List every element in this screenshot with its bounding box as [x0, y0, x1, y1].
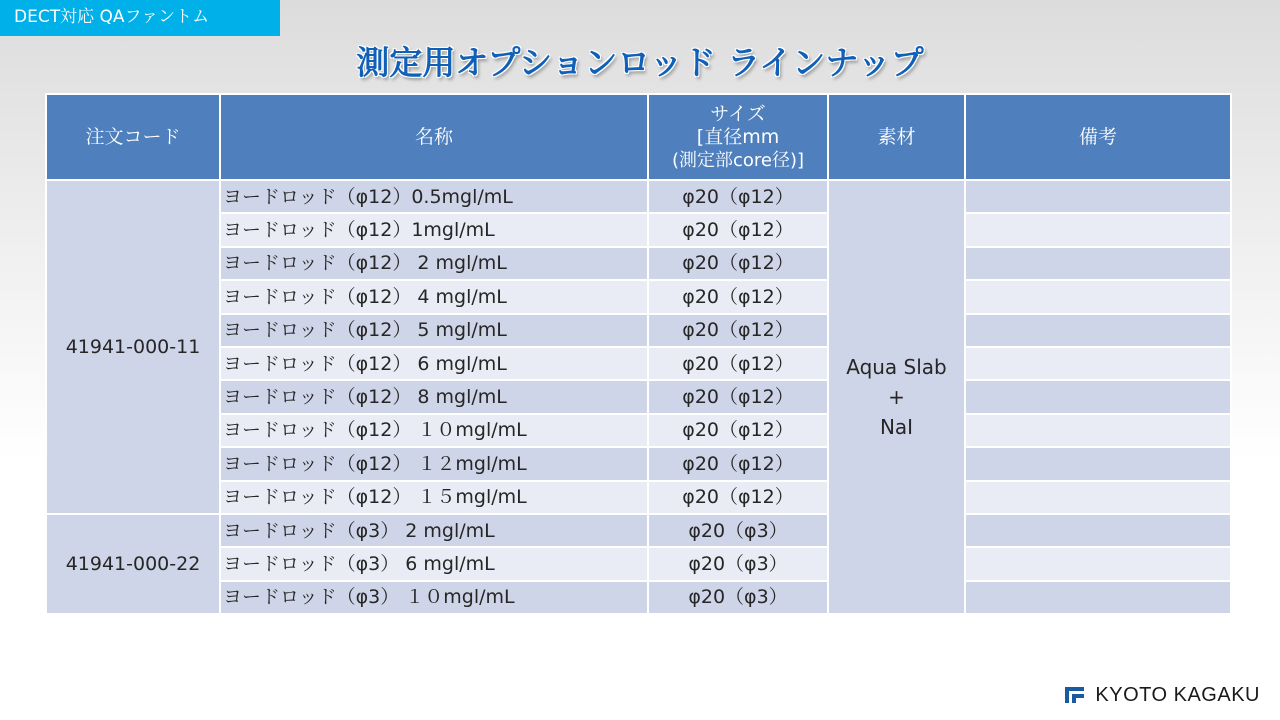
remarks-cell: [965, 280, 1231, 313]
header-size-line1: サイズ: [710, 102, 766, 125]
table-row: [46, 180, 1231, 213]
remarks-cell: [965, 180, 1231, 213]
header-material: 素材: [828, 94, 965, 180]
size-cell: φ20（φ12）: [648, 213, 828, 246]
remarks-cell: [965, 547, 1231, 580]
section-tag: DECT対応 QAファントム: [0, 0, 280, 36]
size-cell: φ20（φ12）: [648, 481, 828, 514]
table-row: [46, 481, 1231, 514]
product-name-cell: ヨードロッド（φ12） １２mgl/mL: [220, 447, 648, 480]
company-logo: [1063, 680, 1260, 710]
product-name-cell: ヨードロッド（φ12） 5 mgl/mL: [220, 314, 648, 347]
remarks-cell: [965, 347, 1231, 380]
size-cell: φ20（φ12）: [648, 280, 828, 313]
product-lineup-table: [45, 93, 1232, 615]
table-row: [46, 547, 1231, 580]
product-name-cell: ヨードロッド（φ12） 6 mgl/mL: [220, 347, 648, 380]
size-cell: φ20（φ12）: [648, 314, 828, 347]
remarks-cell: [965, 380, 1231, 413]
product-name-cell: ヨードロッド（φ12） 2 mgl/mL: [220, 247, 648, 280]
material-line3: NaI: [879, 415, 914, 440]
kyoto-kagaku-logo-icon: [1063, 686, 1085, 704]
page-title: 測定用オプションロッド ラインナップ: [356, 43, 924, 82]
remarks-cell: [965, 314, 1231, 347]
product-name-cell: ヨードロッド（φ12）1mgl/mL: [220, 213, 648, 246]
remarks-cell: [965, 481, 1231, 514]
table-row: [46, 514, 1231, 547]
table-row: [46, 447, 1231, 480]
material-cell: [828, 180, 965, 614]
table-row: [46, 581, 1231, 614]
size-cell: φ20（φ12）: [648, 380, 828, 413]
product-name-cell: ヨードロッド（φ12） １５mgl/mL: [220, 481, 648, 514]
remarks-cell: [965, 247, 1231, 280]
header-name: 名称: [220, 94, 648, 180]
header-size-line2: [直径mm: [696, 125, 780, 148]
company-logo-text: KYOTO KAGAKU: [1095, 683, 1260, 706]
material-line1: Aqua Slab: [846, 355, 947, 380]
table-row: [46, 380, 1231, 413]
size-cell: φ20（φ3）: [648, 581, 828, 614]
product-name-cell: ヨードロッド（φ12）0.5mgl/mL: [220, 180, 648, 213]
size-cell: φ20（φ12）: [648, 180, 828, 213]
remarks-cell: [965, 514, 1231, 547]
table-row: [46, 347, 1231, 380]
header-remarks: 備考: [965, 94, 1231, 180]
header-size: [648, 94, 828, 180]
product-name-cell: ヨードロッド（φ12） １０mgl/mL: [220, 414, 648, 447]
header-size-line3: (測定部core径)]: [671, 149, 805, 171]
product-name-cell: ヨードロッド（φ3） 6 mgl/mL: [220, 547, 648, 580]
remarks-cell: [965, 414, 1231, 447]
product-name-cell: ヨードロッド（φ12） 4 mgl/mL: [220, 280, 648, 313]
product-name-cell: ヨードロッド（φ3） 2 mgl/mL: [220, 514, 648, 547]
size-cell: φ20（φ3）: [648, 514, 828, 547]
table-row: [46, 280, 1231, 313]
remarks-cell: [965, 447, 1231, 480]
order-code-cell: 41941-000-22: [46, 514, 220, 614]
size-cell: φ20（φ12）: [648, 414, 828, 447]
table-header-row: [46, 94, 1231, 180]
size-cell: φ20（φ12）: [648, 447, 828, 480]
table-row: [46, 314, 1231, 347]
table-row: [46, 247, 1231, 280]
size-cell: φ20（φ12）: [648, 247, 828, 280]
table-row: [46, 213, 1231, 246]
size-cell: φ20（φ3）: [648, 547, 828, 580]
header-order-code: 注文コード: [46, 94, 220, 180]
remarks-cell: [965, 581, 1231, 614]
product-name-cell: ヨードロッド（φ3） １０mgl/mL: [220, 581, 648, 614]
remarks-cell: [965, 213, 1231, 246]
size-cell: φ20（φ12）: [648, 347, 828, 380]
product-name-cell: ヨードロッド（φ12） 8 mgl/mL: [220, 380, 648, 413]
material-line2: +: [888, 385, 905, 410]
order-code-cell: 41941-000-11: [46, 180, 220, 514]
table-row: [46, 414, 1231, 447]
